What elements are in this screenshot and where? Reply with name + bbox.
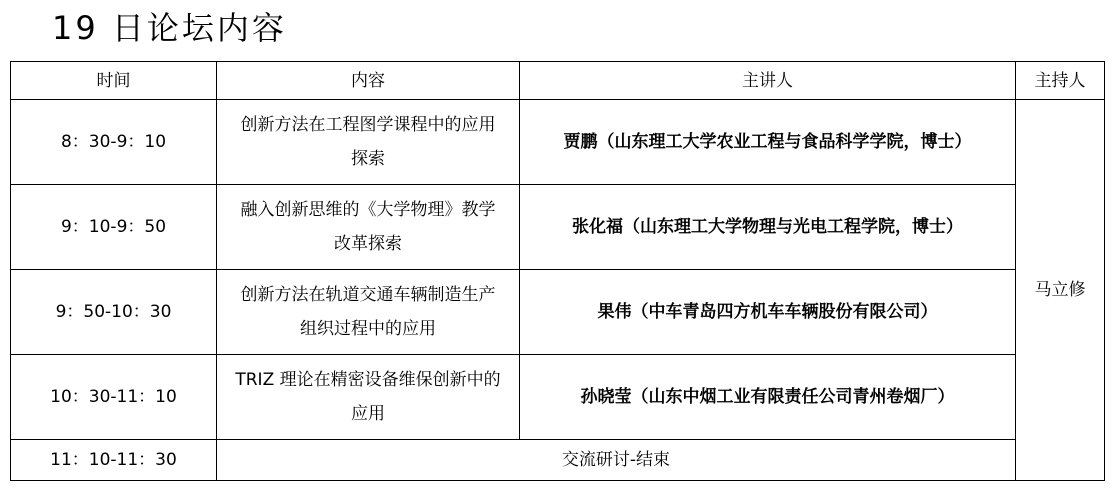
forum-agenda-table [10, 61, 1105, 481]
session-speaker: 贾鹏（山东理工大学农业工程与食品科学学院，博士） [520, 100, 1016, 185]
session-speaker: 孙晓莹（山东中烟工业有限责任公司青州卷烟厂） [520, 355, 1016, 440]
header-content: 内容 [217, 62, 520, 100]
table-header-row [11, 62, 1105, 100]
header-speaker: 主讲人 [520, 62, 1016, 100]
session-speaker: 果伟（中车青岛四方机车车辆股份有限公司） [520, 270, 1016, 355]
session-content-text: TRIZ 理论在精密设备维保创新中的应用 [235, 370, 501, 424]
table-row [11, 355, 1105, 440]
header-time: 时间 [11, 62, 217, 100]
session-content [217, 100, 520, 185]
session-time: 8：30-9：10 [11, 100, 217, 185]
closing-content: 交流研讨-结束 [217, 440, 1016, 481]
session-content-text: 融入创新思维的《大学物理》教学改革探索 [240, 200, 496, 254]
header-host: 主持人 [1016, 62, 1105, 100]
closing-time: 11：10-11：30 [11, 440, 217, 481]
session-content [217, 355, 520, 440]
session-content [217, 185, 520, 270]
page-title: 19 日论坛内容 [52, 9, 287, 47]
table-row-closing [11, 440, 1105, 481]
session-content [217, 270, 520, 355]
table-row [11, 100, 1105, 185]
table-row [11, 270, 1105, 355]
host-cell: 马立修 [1016, 100, 1105, 481]
session-content-text: 创新方法在轨道交通车辆制造生产组织过程中的应用 [240, 285, 496, 339]
session-time: 9：10-9：50 [11, 185, 217, 270]
session-time: 10：30-11：10 [11, 355, 217, 440]
session-speaker: 张化福（山东理工大学物理与光电工程学院，博士） [520, 185, 1016, 270]
table-row [11, 185, 1105, 270]
session-time: 9：50-10：30 [11, 270, 217, 355]
session-content-text: 创新方法在工程图学课程中的应用探索 [240, 115, 496, 169]
